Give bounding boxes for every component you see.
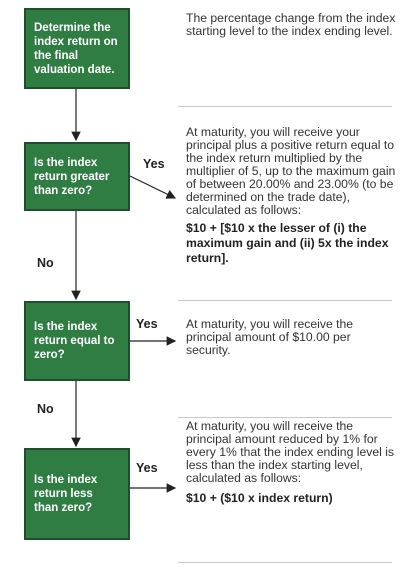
step-box-greater-than-zero [24,142,130,211]
step-description [186,126,396,266]
yes-label: Yes [136,461,158,475]
step-box-label: Is the index return less than zero? [34,474,98,514]
step-description [186,420,396,506]
step-box-label: Is the index return equal to zero? [34,321,115,361]
divider [178,300,392,301]
payout-formula: $10 + ($10 x index return) [186,491,333,505]
arrow-yes-step2 [130,176,175,198]
step-box-label: Determine the index return on the final valuation date. [34,21,118,76]
divider [178,562,392,563]
step-box-less-than-zero [24,448,130,540]
no-label: No [37,402,54,416]
step-description [186,12,396,38]
step-description-text: At maturity, you will receive your principal plus a positive return equal to the index return multiplied by the multiplier of 5, up to the maximum gain of between 20.00% and 23.00% (to be determined on the trade date), calculated as follows: [186,125,396,217]
no-label: No [37,256,54,270]
yes-label: Yes [143,157,165,171]
payout-formula: $10 + [$10 x the lesser of (i) the maximum gain and (ii) 5x the index return]. [186,221,389,265]
step-description-text: At maturity, you will receive the principal amount reduced by 1% for every 1% that the index ending level is less than the index starting level, calculated as follows: [186,419,394,485]
step-description-text: At maturity, you will receive the principal amount of $10.00 per security. [186,317,354,357]
divider [178,106,392,107]
step-description-text: The percentage change from the index starting level to the index ending level. [186,11,396,38]
step-box-equal-to-zero [24,301,130,381]
step-description [186,318,396,357]
step-box-label: Is the index return greater than zero? [34,156,110,197]
yes-label: Yes [136,317,158,331]
step-box-determine-return [24,8,130,89]
divider [178,417,392,418]
